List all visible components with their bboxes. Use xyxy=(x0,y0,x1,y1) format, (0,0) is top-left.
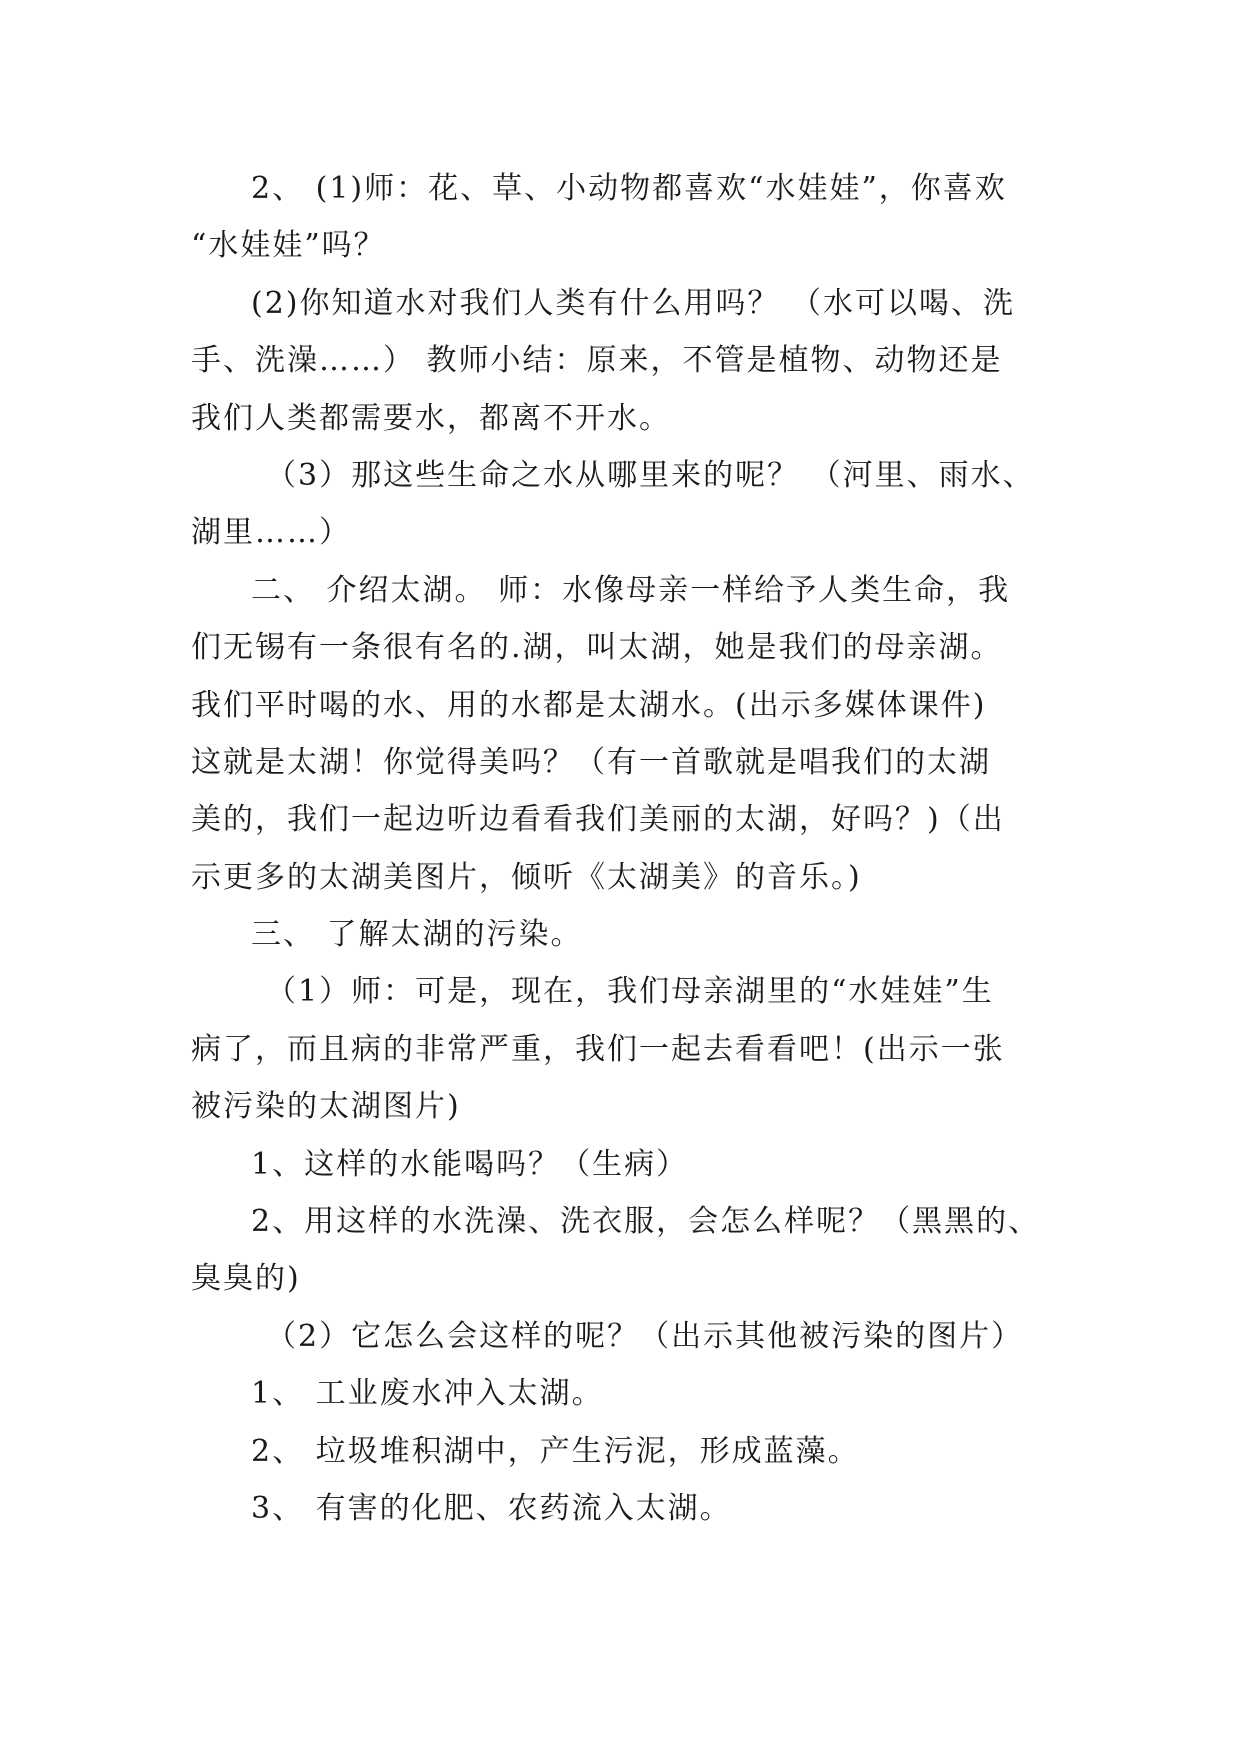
list-item: 2、用这样的水洗澡、洗衣服，会怎么样呢？（黑黑的、 xyxy=(251,1204,1041,1240)
document-body xyxy=(191,160,1051,1537)
section-heading: 三、 了解太湖的污染。 xyxy=(251,917,583,953)
text-line: 臭臭的) xyxy=(191,1261,301,1297)
text-line: （1）师：可是，现在，我们母亲湖里的“水娃娃”生 xyxy=(266,974,994,1010)
text-line: (2)你知道水对我们人类有什么用吗？ （水可以喝、洗 xyxy=(251,285,1016,321)
list-item: 1、这样的水能喝吗？（生病） xyxy=(251,1146,689,1182)
list-item: 1、 工业废水冲入太湖。 xyxy=(251,1376,604,1412)
text-line: 被污染的太湖图片) xyxy=(191,1089,461,1125)
text-line: “水娃娃”吗？ xyxy=(191,228,386,264)
text-line: 这就是太湖！你觉得美吗？（有一首歌就是唱我们的太湖 xyxy=(191,744,991,780)
text-line: 美的，我们一起边听边看看我们美丽的太湖，好吗？)（出 xyxy=(191,802,1005,838)
text-line: 我们平时喝的水、用的水都是太湖水。(出示多媒体课件) xyxy=(191,687,987,723)
list-item: 3、 有害的化肥、农药流入太湖。 xyxy=(251,1490,732,1526)
section-heading: 二、 介绍太湖。 师：水像母亲一样给予人类生命，我 xyxy=(251,572,1011,608)
text-line: 手、洗澡……） 教师小结：原来，不管是植物、动物还是 xyxy=(191,343,1003,379)
text-line: 湖里……） xyxy=(191,515,351,551)
text-line: 我们人类都需要水，都离不开水。 xyxy=(191,400,671,436)
list-item: 2、 垃圾堆积湖中，产生污泥，形成蓝藻。 xyxy=(251,1433,860,1469)
text-line: 示更多的太湖美图片，倾听《太湖美》的音乐。) xyxy=(191,859,862,895)
text-line: （2）它怎么会这样的呢？（出示其他被污染的图片） xyxy=(266,1318,1024,1354)
text-line: 2、 (1)师：花、草、小动物都喜欢“水娃娃”，你喜欢 xyxy=(251,171,1007,206)
text-line: 病了，而且病的非常严重，我们一起去看看吧！(出示一张 xyxy=(191,1031,1005,1067)
text-line: 们无锡有一条很有名的.湖，叫太湖，她是我们的母亲湖。 xyxy=(191,630,1003,666)
text-line: （3）那这些生命之水从哪里来的呢？ （河里、雨水、 xyxy=(266,457,1035,493)
